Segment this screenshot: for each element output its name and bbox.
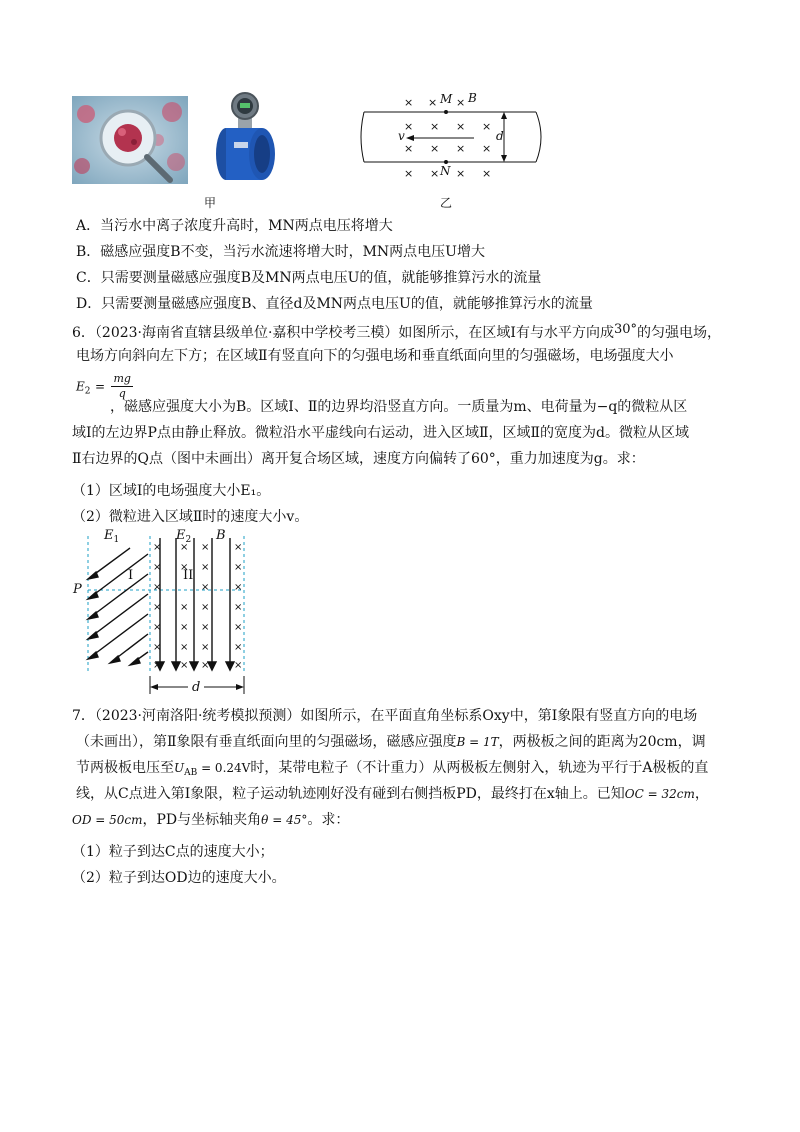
q6-field-figure bbox=[70, 528, 260, 698]
svg-text:×: × bbox=[430, 167, 440, 180]
q6-line4: 域Ⅰ的左边界P点由静止释放。微粒沿水平虚线向右运动，进入区域Ⅱ，区域Ⅱ的宽度为d。微粒从区域 bbox=[72, 425, 689, 441]
label-d: d bbox=[496, 129, 504, 143]
svg-text:×: × bbox=[234, 602, 243, 613]
q6-e2-subscript: 2 bbox=[84, 386, 91, 397]
svg-text:×: × bbox=[482, 120, 492, 133]
q6-e2-denominator: q bbox=[118, 387, 126, 400]
option-b: B．磁感应强度B不变，当污水流速将增大时，MN两点电压U增大 bbox=[76, 244, 485, 260]
q6-sub2: （2）微粒进入区域Ⅱ时的速度大小v。 bbox=[72, 509, 309, 525]
svg-text:×: × bbox=[153, 642, 162, 653]
q7-line2-text-b: ，两极板之间的距离为20cm，调 bbox=[498, 734, 706, 750]
svg-text:×: × bbox=[234, 542, 243, 553]
svg-text:×: × bbox=[234, 642, 243, 653]
q6-line1-text-b: 的匀强电场， bbox=[637, 325, 722, 341]
option-c: C．只需要测量磁感应强度B及MN两点电压U的值，就能够推算污水的流量 bbox=[76, 270, 542, 286]
q7-line4 bbox=[76, 784, 709, 804]
svg-text:×: × bbox=[201, 602, 210, 613]
svg-text:×: × bbox=[180, 602, 189, 613]
label-v: v bbox=[398, 129, 405, 143]
q7-sub2: （2）粒子到达OD边的速度大小。 bbox=[72, 870, 286, 886]
svg-text:×: × bbox=[153, 602, 162, 613]
svg-text:×: × bbox=[234, 622, 243, 633]
q7-u-subscript: AB bbox=[184, 768, 198, 778]
svg-text:×: × bbox=[456, 142, 466, 155]
flowmeter-photo bbox=[212, 92, 278, 186]
q6-label-e2-sub: 2 bbox=[185, 535, 192, 545]
virus-photo bbox=[72, 96, 188, 184]
svg-text:×: × bbox=[201, 582, 210, 593]
q6-line3: ，磁感应强度大小为B。区域Ⅰ、Ⅱ的边界均沿竖直方向。一质量为m、电荷量为−q的微粒从区 bbox=[110, 399, 688, 415]
q6-line2: 电场方向斜向左下方；在区域Ⅱ有竖直向下的匀强电场和垂直纸面向里的匀强磁场，电场强度大小 bbox=[76, 348, 674, 364]
svg-text:×: × bbox=[180, 660, 189, 671]
svg-text:×: × bbox=[201, 642, 210, 653]
figure-caption-jia: 甲 bbox=[204, 196, 217, 210]
svg-text:×: × bbox=[428, 96, 438, 109]
q6-line5: Ⅱ右边界的Q点（图中未画出）离开复合场区域，速度方向偏转了60°，重力加速度为g。求： bbox=[72, 451, 645, 467]
q7-line2-text-a: （未画出），第Ⅱ象限有垂直纸面向里的匀强磁场，磁感应强度 bbox=[76, 734, 457, 750]
svg-text:×: × bbox=[404, 167, 414, 180]
q6-label-region-1: I bbox=[128, 568, 134, 583]
q6-label-e1-sub: 1 bbox=[113, 535, 120, 545]
svg-text:×: × bbox=[153, 542, 162, 553]
q7-oc-value: OC = 32cm bbox=[624, 787, 695, 801]
q6-e2-equals: = bbox=[94, 379, 106, 394]
svg-text:×: × bbox=[404, 142, 414, 155]
q7-line2 bbox=[76, 732, 706, 752]
q7-b-value: B = 1T bbox=[456, 735, 499, 749]
svg-text:×: × bbox=[153, 660, 162, 671]
svg-text:×: × bbox=[201, 562, 210, 573]
svg-text:×: × bbox=[456, 120, 466, 133]
svg-text:×: × bbox=[404, 120, 414, 133]
svg-text:×: × bbox=[180, 622, 189, 633]
q7-line3 bbox=[76, 758, 708, 783]
figure-caption-yi: 乙 bbox=[440, 196, 453, 210]
q7-line5-text-b: 。求： bbox=[307, 812, 350, 828]
q6-line1-text-a: 6．（2023·海南省直辖县级单位·嘉积中学校考三模）如图所示，在区域Ⅰ有与水平方向成 bbox=[72, 325, 614, 341]
q7-line5 bbox=[72, 810, 349, 830]
q6-label-region-2: II bbox=[183, 568, 194, 583]
q6-line1 bbox=[72, 320, 721, 343]
option-d: D．只需要测量磁感应强度B、直径d及MN两点电压U的值，就能够推算污水的流量 bbox=[76, 296, 593, 312]
svg-text:×: × bbox=[180, 642, 189, 653]
q6-label-p: P bbox=[73, 582, 82, 597]
q7-sub1: （1）粒子到达C点的速度大小； bbox=[72, 844, 274, 860]
q7-line3-text-b: 时，某带电粒子（不计重力）从两极板左侧射入，轨迹为平行于A极板的直 bbox=[250, 760, 709, 776]
q6-label-e2-letter: E bbox=[176, 528, 186, 543]
option-a: A．当污水中离子浓度升高时，MN两点电压将增大 bbox=[76, 218, 393, 234]
q7-u-value: = 0.24V bbox=[197, 761, 251, 775]
q7-od-value: OD = 50cm bbox=[72, 813, 143, 827]
q6-label-e1-letter: E bbox=[104, 528, 114, 543]
q7-line1: 7．（2023·河南洛阳·统考模拟预测）如图所示，在平面直角坐标系Oxy中，第Ⅰ象限有竖直方向的电场 bbox=[72, 708, 698, 724]
svg-text:×: × bbox=[153, 582, 162, 593]
svg-text:×: × bbox=[430, 142, 440, 155]
q6-label-d: d bbox=[192, 680, 201, 695]
q7-line4-text-a: 线，从C点进入第Ⅰ象限，粒子运动轨迹刚好没有碰到右侧挡板PD，最终打在x轴上。已知 bbox=[76, 786, 625, 802]
svg-text:×: × bbox=[234, 562, 243, 573]
svg-text:×: × bbox=[180, 542, 189, 553]
svg-text:×: × bbox=[430, 120, 440, 133]
svg-text:×: × bbox=[234, 660, 243, 671]
svg-text:×: × bbox=[201, 622, 210, 633]
pipe-figure bbox=[360, 92, 550, 184]
q6-e2-symbol: E bbox=[76, 379, 85, 394]
q6-label-b: B bbox=[216, 528, 226, 543]
svg-text:×: × bbox=[404, 96, 414, 109]
q6-label-e1 bbox=[104, 528, 119, 545]
q7-u-symbol: U bbox=[174, 761, 185, 775]
svg-text:×: × bbox=[456, 167, 466, 180]
svg-text:×: × bbox=[180, 562, 189, 573]
label-n: N bbox=[440, 164, 451, 178]
q6-label-e2 bbox=[176, 528, 191, 545]
q6-angle: 30° bbox=[613, 322, 638, 337]
q7-line3-text-a: 节两极板电压至 bbox=[76, 760, 174, 776]
svg-text:×: × bbox=[482, 142, 492, 155]
q6-sub1: （1）区域Ⅰ的电场强度大小E₁。 bbox=[72, 483, 271, 499]
svg-text:×: × bbox=[153, 562, 162, 573]
q7-line4-text-b: ， bbox=[694, 786, 709, 802]
label-b: B bbox=[468, 91, 477, 105]
q7-line5-text-a: ，PD与坐标轴夹角 bbox=[142, 812, 262, 828]
svg-text:×: × bbox=[201, 542, 210, 553]
q6-e2-numerator: mg bbox=[113, 372, 131, 385]
svg-text:×: × bbox=[234, 582, 243, 593]
label-m: M bbox=[440, 92, 453, 106]
svg-text:×: × bbox=[456, 96, 466, 109]
svg-text:×: × bbox=[153, 622, 162, 633]
svg-text:×: × bbox=[482, 167, 492, 180]
svg-text:×: × bbox=[201, 660, 210, 671]
q7-theta-value: θ = 45° bbox=[261, 813, 308, 827]
